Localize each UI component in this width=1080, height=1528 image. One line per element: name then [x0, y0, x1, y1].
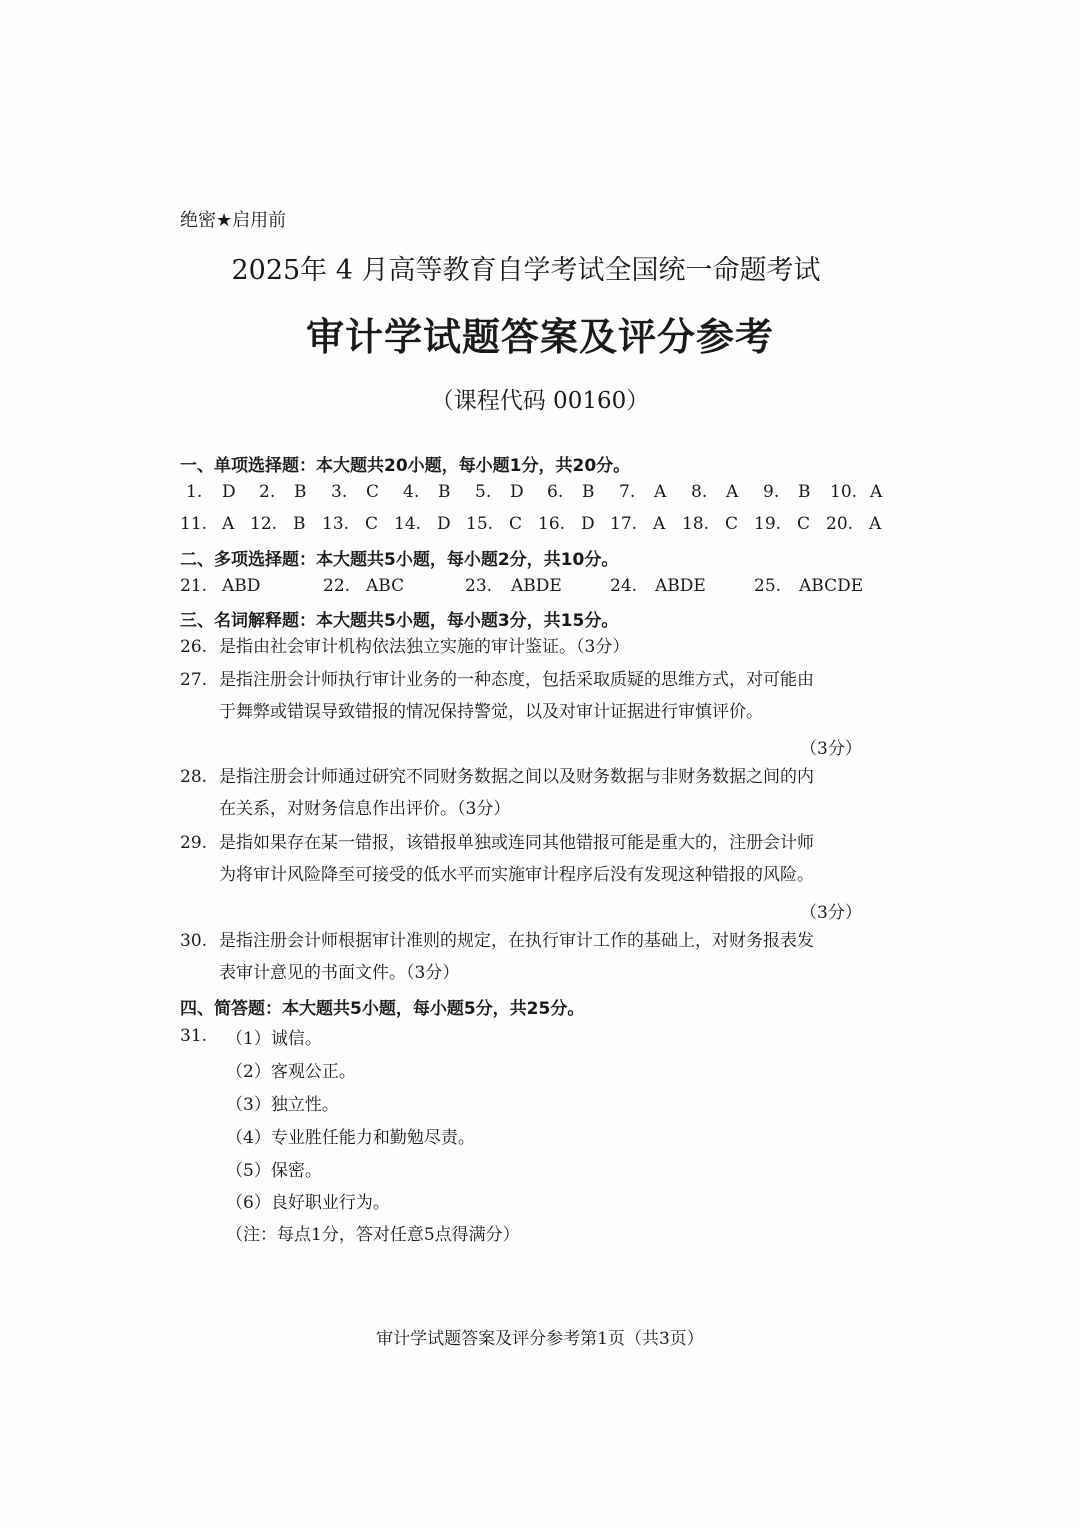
answer-choice: C	[509, 514, 523, 534]
answer-number: 14.	[394, 514, 422, 534]
answer-choice: ABDE	[511, 576, 562, 596]
question-number: 29.	[180, 833, 208, 853]
answer-number: 17.	[610, 514, 638, 534]
answer-number: 18.	[682, 514, 710, 534]
answer-number: 2.	[259, 482, 276, 502]
section-heading-term-definitions: 三、名词解释题：本大题共5小题，每小题3分，共15分。	[180, 611, 619, 631]
answer-choice: A	[726, 482, 739, 502]
score-label: （3分）	[800, 903, 862, 923]
answer-text: 是指如果存在某一错报，该错报单独或连同其他错报可能是重大的，注册会计师	[219, 833, 814, 853]
answer-number: 6.	[547, 482, 564, 502]
answer-choice: C	[797, 514, 811, 534]
answer-number: 12.	[250, 514, 278, 534]
confidential-label: 绝密★启用前	[180, 210, 287, 231]
document-title: 审计学试题答案及评分参考	[305, 315, 774, 359]
answer-text: 于舞弊或错误导致错报的情况保持警觉，以及对审计证据进行审慎评价。	[219, 702, 763, 722]
answer-choice: ABDE	[655, 576, 706, 596]
answer-choice: ABCDE	[799, 576, 864, 596]
answer-point: （4）专业胜任能力和勤勉尽责。	[226, 1128, 475, 1148]
answer-number: 19.	[754, 514, 782, 534]
answer-choice: A	[653, 514, 666, 534]
answer-choice: D	[581, 514, 595, 534]
answer-choice: C	[365, 514, 379, 534]
answer-text: 在关系，对财务信息作出评价。（3分）	[219, 799, 511, 819]
answer-number: 1.	[186, 482, 203, 502]
answer-number: 23.	[465, 576, 493, 596]
answer-choice: D	[437, 514, 451, 534]
page-footer: 审计学试题答案及评分参考第1页（共3页）	[376, 1329, 704, 1349]
answer-number: 16.	[538, 514, 566, 534]
answer-choice: A	[222, 514, 235, 534]
answer-text: 表审计意见的书面文件。（3分）	[219, 963, 460, 983]
answer-choice: D	[510, 482, 524, 502]
answer-choice: A	[870, 482, 883, 502]
answer-choice: A	[654, 482, 667, 502]
answer-text: 是指注册会计师执行审计业务的一种态度，包括采取质疑的思维方式，对可能由	[219, 670, 814, 690]
answer-number: 25.	[754, 576, 782, 596]
question-number: 31.	[180, 1026, 208, 1046]
answer-text: 是指注册会计师根据审计准则的规定，在执行审计工作的基础上，对财务报表发	[219, 931, 814, 951]
section-heading-single-choice: 一、单项选择题：本大题共20小题，每小题1分，共20分。	[180, 456, 631, 476]
answer-point: （1）诚信。	[226, 1029, 322, 1049]
answer-number: 3.	[331, 482, 348, 502]
question-number: 26.	[180, 637, 208, 657]
answer-number: 5.	[475, 482, 492, 502]
scoring-note: （注：每点1分，答对任意5点得满分）	[226, 1225, 520, 1245]
course-code: （课程代码 00160）	[430, 388, 650, 414]
answer-number: 4.	[403, 482, 420, 502]
answer-choice: C	[366, 482, 380, 502]
answer-text: 是指由社会审计机构依法独立实施的审计鉴证。（3分）	[219, 637, 630, 657]
answer-number: 13.	[322, 514, 350, 534]
answer-number: 20.	[826, 514, 854, 534]
question-number: 28.	[180, 767, 208, 787]
answer-number: 15.	[466, 514, 494, 534]
answer-number: 7.	[619, 482, 636, 502]
answer-number: 21.	[180, 576, 208, 596]
question-number: 27.	[180, 670, 208, 690]
answer-choice: B	[582, 482, 595, 502]
answer-number: 10.	[830, 482, 858, 502]
answer-choice: B	[438, 482, 451, 502]
answer-text: 是指注册会计师通过研究不同财务数据之间以及财务数据与非财务数据之间的内	[219, 767, 814, 787]
section-heading-multiple-choice: 二、多项选择题：本大题共5小题，每小题2分，共10分。	[180, 550, 619, 570]
score-label: （3分）	[800, 739, 862, 759]
answer-choice: D	[222, 482, 236, 502]
answer-point: （2）客观公正。	[226, 1062, 356, 1082]
answer-choice: C	[725, 514, 739, 534]
question-number: 30.	[180, 931, 208, 951]
answer-point: （6）良好职业行为。	[226, 1193, 390, 1213]
answer-choice: B	[293, 514, 306, 534]
answer-choice: B	[798, 482, 811, 502]
answer-choice: ABD	[222, 576, 261, 596]
answer-choice: ABC	[366, 576, 405, 596]
answer-number: 24.	[610, 576, 638, 596]
section-heading-short-answer: 四、简答题：本大题共5小题，每小题5分，共25分。	[180, 999, 585, 1019]
answer-number: 22.	[323, 576, 351, 596]
answer-number: 9.	[763, 482, 780, 502]
answer-number: 11.	[180, 514, 208, 534]
answer-text: 为将审计风险降至可接受的低水平而实施审计程序后没有发现这种错报的风险。	[219, 865, 814, 885]
answer-choice: B	[294, 482, 307, 502]
exam-title: 2025年 4 月高等教育自学考试全国统一命题考试	[231, 255, 821, 286]
answer-choice: A	[869, 514, 882, 534]
answer-number: 8.	[691, 482, 708, 502]
answer-point: （3）独立性。	[226, 1095, 339, 1115]
answer-point: （5）保密。	[226, 1161, 322, 1181]
